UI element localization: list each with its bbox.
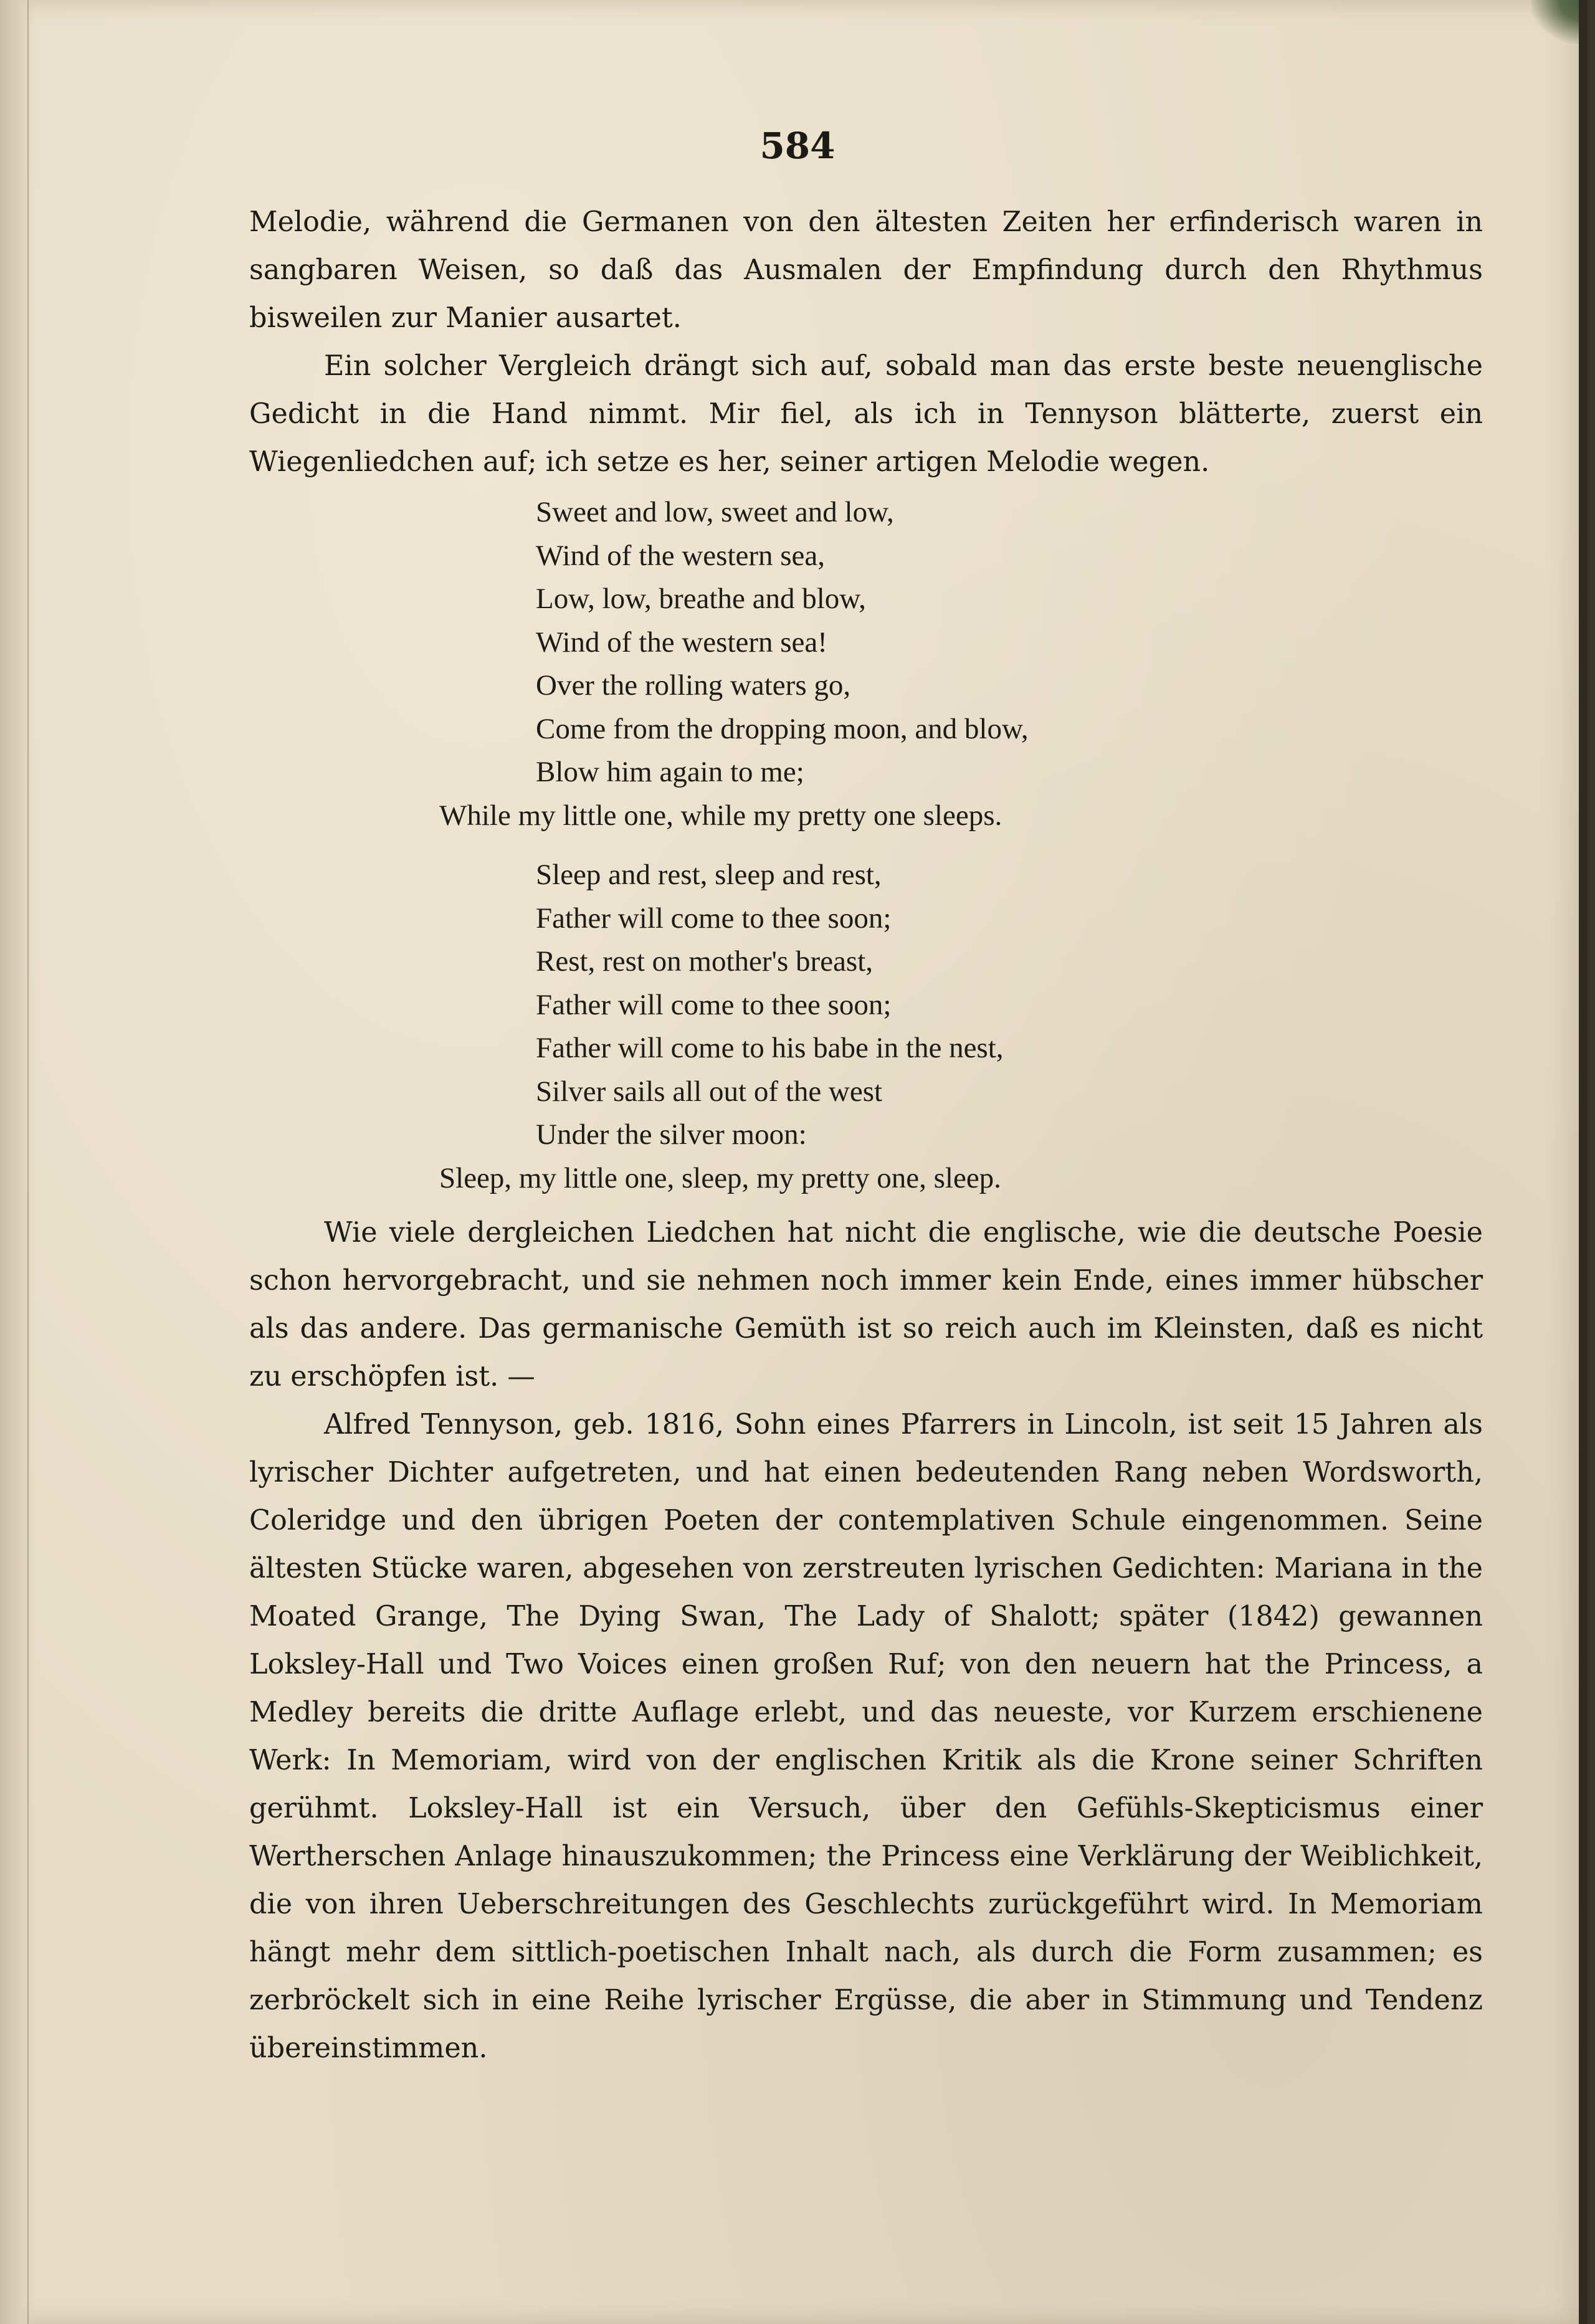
poem-line: Come from the dropping moon, and blow, [536, 712, 1029, 745]
poem-refrain-line: While my little one, while my pretty one sleeps. [439, 799, 1002, 832]
poem-line: Wind of the western sea! [536, 626, 827, 659]
page-body [249, 198, 1483, 2072]
poem-line: Under the silver moon: [536, 1118, 807, 1151]
poem-line: Father will come to his babe in the nest, [536, 1032, 1004, 1064]
poem-stanza-2 [249, 854, 1483, 1200]
poem-line: Father will come to thee soon; [536, 988, 892, 1021]
lullaby-poem [249, 491, 1483, 1200]
poem-line: Father will come to thee soon; [536, 902, 892, 935]
poem-line: Sleep and rest, sleep and rest, [536, 859, 882, 891]
poem-line: Sweet and low, sweet and low, [536, 496, 894, 528]
poem-line: Rest, rest on mother's breast, [536, 945, 874, 978]
poem-line: Blow him again to me; [536, 756, 804, 788]
poem-stanza-1 [249, 491, 1483, 837]
poem-line: Over the rolling waters go, [536, 669, 851, 702]
page-gutter [0, 0, 36, 2324]
paragraph-tennyson: Alfred Tennyson, geb. 1816, Sohn eines Pfarrers in Lincoln, ist seit 15 Jahren als lyrischer Dichter aufgetreten, und hat einen bedeutenden Rang neben Wordsworth, Coleridge und den übrigen Poeten der contemplativen Schule eingenommen. Seine ältesten Stücke waren, abgesehen von zerstreuten lyrischen Gedichten: Mariana in the Moated Grange, The Dying Swan, The Lady of Shalott; später (1842) gewannen Loksley-Hall und Two Voices einen großen Ruf; von den neuern hat the Princess, a Medley bereits die dritte Auflage erlebt, und das neueste, vor Kurzem erschienene Werk: In Memoriam, wird von der englischen Kritik als die Krone seiner Schriften gerühmt. Loksley-Hall ist ein Versuch, über den Gefühls-Skepticismus einer Wertherschen Anlage hinauszukommen; the Princess eine Verklärung der Weiblichkeit, die von ihren Ueberschreitungen des Geschlechts zurückgeführt wird. In Memoriam hängt mehr dem sittlich-poetischen Inhalt nach, als durch die Form zusammen; es zerbröckelt sich in eine Reihe lyrischer Ergüsse, die aber in Stimmung und Tendenz übereinstimmen. [249, 1409, 1483, 2064]
poem-line: Wind of the western sea, [536, 539, 826, 572]
paragraph-melodie: Melodie, während die Germanen von den ältesten Zeiten her erfinderisch waren in sangbaren Weisen, so daß das Ausmalen der Empfindung durch den Rhythmus bisweilen zur Manier ausartet. [249, 206, 1483, 334]
page-edge-shadow [1579, 0, 1588, 2324]
poem-refrain-line: Sleep, my little one, sleep, my pretty one, sleep. [439, 1161, 1001, 1194]
page-number: 584 [759, 125, 836, 167]
paragraph-vergleich: Ein solcher Vergleich drängt sich auf, sobald man das erste beste neuenglische Gedicht in die Hand nimmt. Mir fiel, als ich in Tennyson blätterte, zuerst ein Wiegenliedchen auf; ich setze es her, seiner artigen Melodie wegen. [249, 350, 1483, 478]
poem-line: Low, low, breathe and blow, [536, 583, 866, 615]
paragraph-liedchen: Wie viele dergleichen Liedchen hat nicht die englische, wie die deutsche Poesie schon hervorgebracht, und sie nehmen noch immer kein Ende, eines immer hübscher als das andere. Das germanische Gemüth ist so reich auch im Kleinsten, daß es nicht zu erschöpfen ist. — [249, 1217, 1483, 1393]
poem-line: Silver sails all out of the west [536, 1075, 883, 1108]
